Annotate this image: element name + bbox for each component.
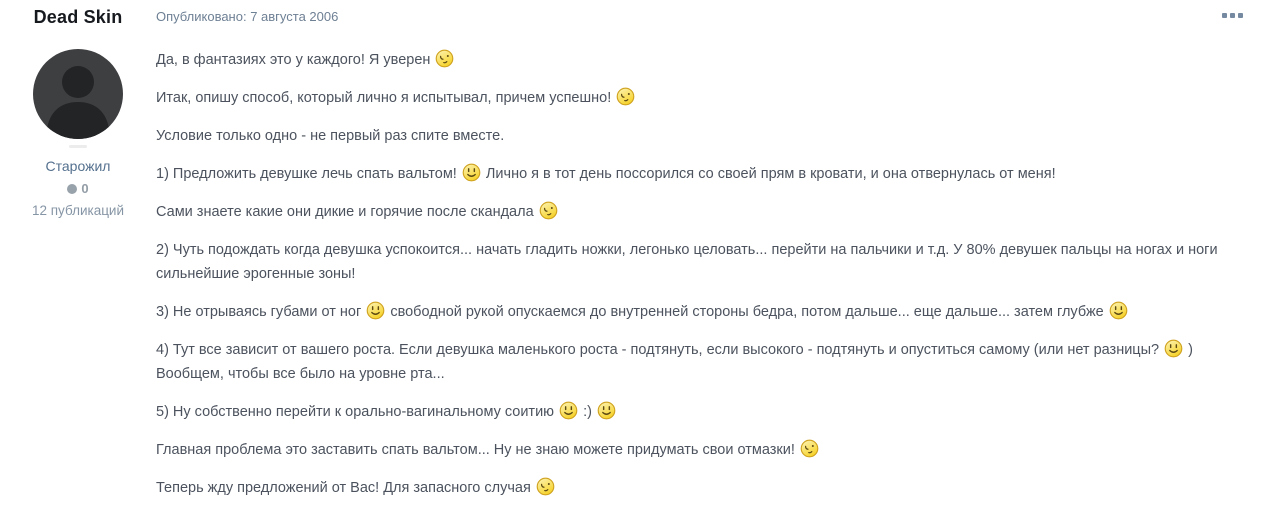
post-paragraph: 4) Тут все зависит от вашего роста. Если девушка маленького роста - подтянуть, если высокого - подтянуть и опуститься самому (или нет разницы? ) Вообщем, чтобы все было на уровне рта... [156, 338, 1245, 386]
post-paragraph: Итак, опишу способ, который лично я испытывал, причем успешно! [156, 86, 1245, 110]
post-paragraph: 2) Чуть подождать когда девушка успокоится... начать гладить ножки, легонько целовать... перейти на пальчики и т.д. У 80% девушек пальцы на ногах и ноги сильнейшие эрогенные зоны! [156, 242, 1218, 282]
ellipsis-menu-icon[interactable] [1220, 9, 1245, 22]
post-paragraph: Да, в фантазиях это у каждого! Я уверен [156, 48, 1245, 72]
post-paragraph: 5) Ну собственно перейти к орально-вагинальному соитию :) [156, 400, 1245, 424]
post-paragraph: Главная проблема это заставить спать вальтом... Ну не знаю можете придумать свои отмазки! [156, 438, 1245, 462]
author-rank: Старожил [45, 158, 111, 174]
avatar-underline-dash [69, 145, 87, 148]
author-posts-count: 12 публикаций [31, 203, 125, 218]
menu-dot [1222, 13, 1227, 18]
wink-emoji-icon [539, 201, 558, 220]
author-pane [14, 6, 142, 514]
post-paragraph: Теперь жду предложений от Вас! Для запасного случая [156, 476, 1245, 500]
reputation-badge[interactable] [14, 181, 142, 196]
post-paragraph: 3) Не отрываясь губами от ног свободной рукой опускаемся до внутренней стороны бедра, потом дальше... еще дальше... затем глубже [156, 300, 1245, 324]
author-username[interactable]: Dead Skin [33, 7, 123, 27]
reputation-count: 0 [81, 181, 89, 196]
post-paragraph: Сами знаете какие они дикие и горячие после скандала [156, 200, 1245, 224]
menu-dot [1238, 13, 1243, 18]
smile-emoji-icon [1164, 339, 1183, 358]
post-paragraph: Условие только одно - не первый раз спите вместе. [156, 128, 505, 144]
smile-emoji-icon [462, 163, 481, 182]
wink-emoji-icon [435, 49, 454, 68]
menu-dot [1230, 13, 1235, 18]
smile-emoji-icon [597, 401, 616, 420]
smile-emoji-icon [1109, 301, 1128, 320]
post-paragraph: 1) Предложить девушке лечь спать вальтом! Лично я в тот день поссорился со своей прям в кровати, и она отвернулась от меня! [156, 162, 1245, 186]
wink-emoji-icon [616, 87, 635, 106]
published-date: Опубликовано: 7 августа 2006 [156, 9, 339, 24]
post-main [156, 6, 1245, 514]
smile-emoji-icon [366, 301, 385, 320]
smile-emoji-icon [559, 401, 578, 420]
wink-emoji-icon [800, 439, 819, 458]
reputation-dot-icon [67, 184, 77, 194]
user-silhouette-icon [33, 49, 123, 139]
post-meta-row [156, 6, 1245, 24]
default-avatar-icon[interactable] [33, 49, 123, 139]
wink-emoji-icon [536, 477, 555, 496]
post-body [156, 48, 1245, 500]
